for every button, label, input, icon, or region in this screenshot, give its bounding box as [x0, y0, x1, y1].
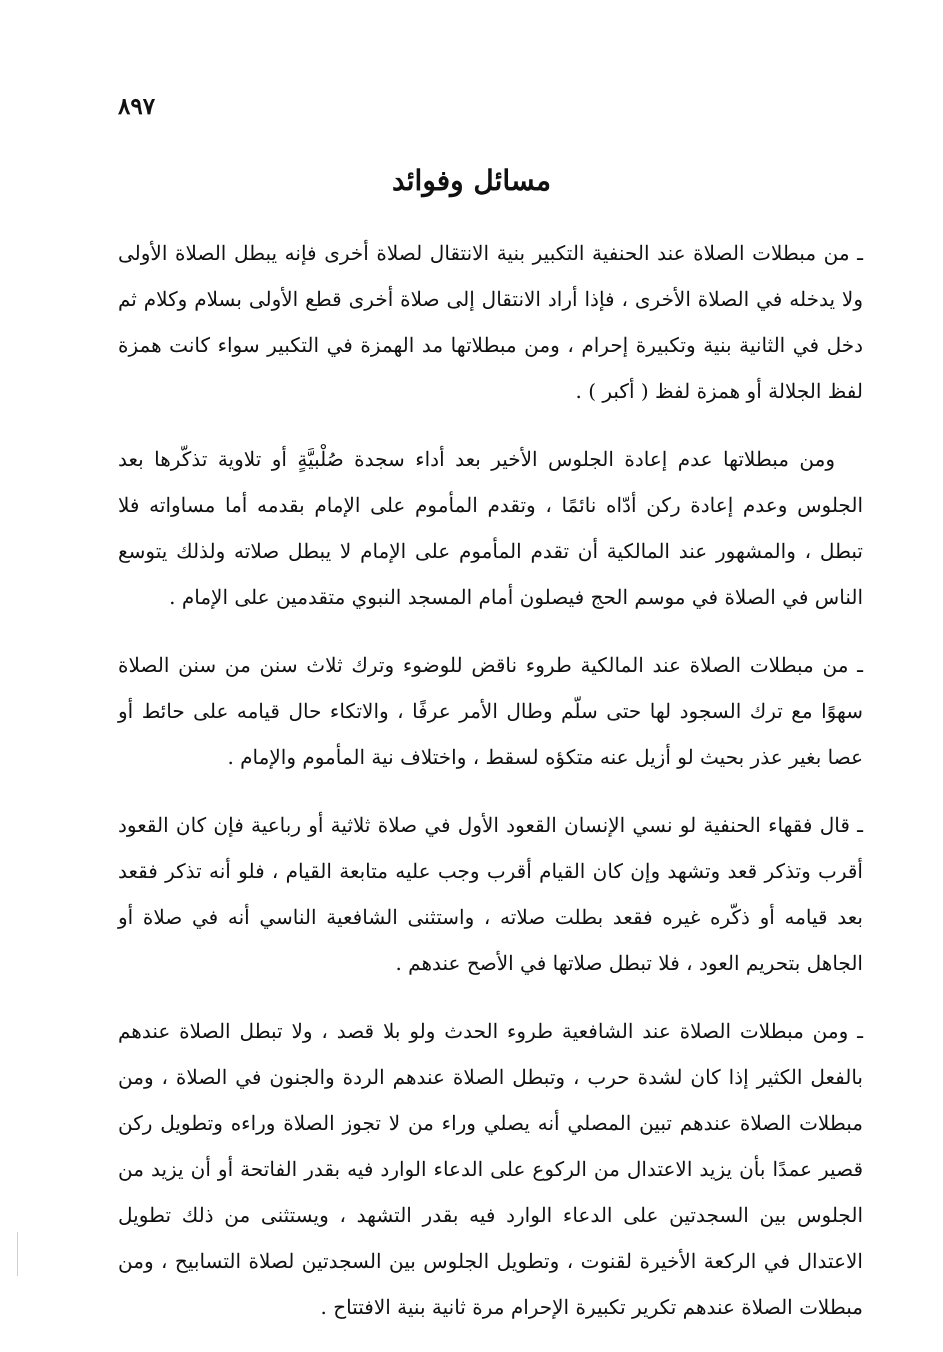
- page-title: مسائل وفوائد: [392, 164, 551, 197]
- paragraph-1: ـ من مبطلات الصلاة عند الحنفية التكبير بنية الانتقال لصلاة أخرى فإنه يبطل الصلاة الأولى ولا يدخله في الصلاة الأخرى ، فإذا أراد الانتقال إلى صلاة أخرى قطع الأولى بسلام وكلام ثم دخل في الثانية بنية وتكبيرة إحرام ، ومن مبطلاتها مد الهمزة في التكبير سواء كانت همزة لفظ الجلالة أو همزة لفظ ( أكبر ) .: [118, 241, 863, 403]
- paragraph-5: ـ ومن مبطلات الصلاة عند الشافعية طروء الحدث ولو بلا قصد ، ولا تبطل الصلاة عندهم بالفعل الكثير إذا كان لشدة حرب ، وتبطل الصلاة عندهم الردة والجنون في الصلاة ، ومن مبطلات الصلاة عندهم تبين المصلي أنه يصلي وراء من لا تجوز الصلاة وراءه وتطويل ركن قصير عمدًا بأن يزيد الاعتدال من الركوع على الدعاء الوارد فيه بقدر الفاتحة أو أن يزيد من الجلوس بين السجدتين على الدعاء الوارد فيه بقدر التشهد ، ويستثنى من ذلك تطويل الاعتدال في الركعة الأخيرة لقنوت ، وتطويل الجلوس بين السجدتين لصلاة التسابيح ، ومن مبطلات الصلاة عندهم تكرير تكبيرة الإحرام مرة ثانية بنية الافتتاح .: [118, 1019, 863, 1319]
- paragraph-2: ومن مبطلاتها عدم إعادة الجلوس الأخير بعد أداء سجدة صُلْبيَّةٍ أو تلاوية تذكّرها بعد الجلوس وعدم إعادة ركن أدّاه نائمًا ، وتقدم المأموم على الإمام بقدمه أما مساواته فلا تبطل ، والمشهور عند المالكية أن تقدم المأموم على الإمام لا يبطل صلاته ولذلك يتوسع الناس في الصلاة في موسم الحج فيصلون أمام المسجد النبوي متقدمين على الإمام .: [118, 447, 863, 609]
- paragraph-3: ـ من مبطلات الصلاة عند المالكية طروء ناقض للوضوء وترك ثلاث سنن من سنن الصلاة سهوًا مع ترك السجود لها حتى سلّم وطال الأمر عرفًا ، والاتكاء حال قيامه على حائط أو عصا بغير عذر بحيث لو أزيل عنه متكؤه لسقط ، واختلاف نية المأموم والإمام .: [118, 653, 863, 769]
- body-text: [118, 230, 863, 1352]
- page-number: ٨٩٧: [118, 93, 156, 120]
- paragraph-4: ـ قال فقهاء الحنفية لو نسي الإنسان القعود الأول في صلاة ثلاثية أو رباعية فإن كان القعود أقرب وتذكر قعد وتشهد وإن كان القيام أقرب وجب عليه متابعة القيام ، فلو أنه تذكر فقعد بعد قيامه أو ذكّره غيره فقعد بطلت صلاته ، واستثنى الشافعية الناسي أنه في صلاة أو الجاهل بتحريم العود ، فلا تبطل صلاتها في الأصح عندهم .: [118, 813, 863, 975]
- scan-edge-mark: [17, 1232, 18, 1276]
